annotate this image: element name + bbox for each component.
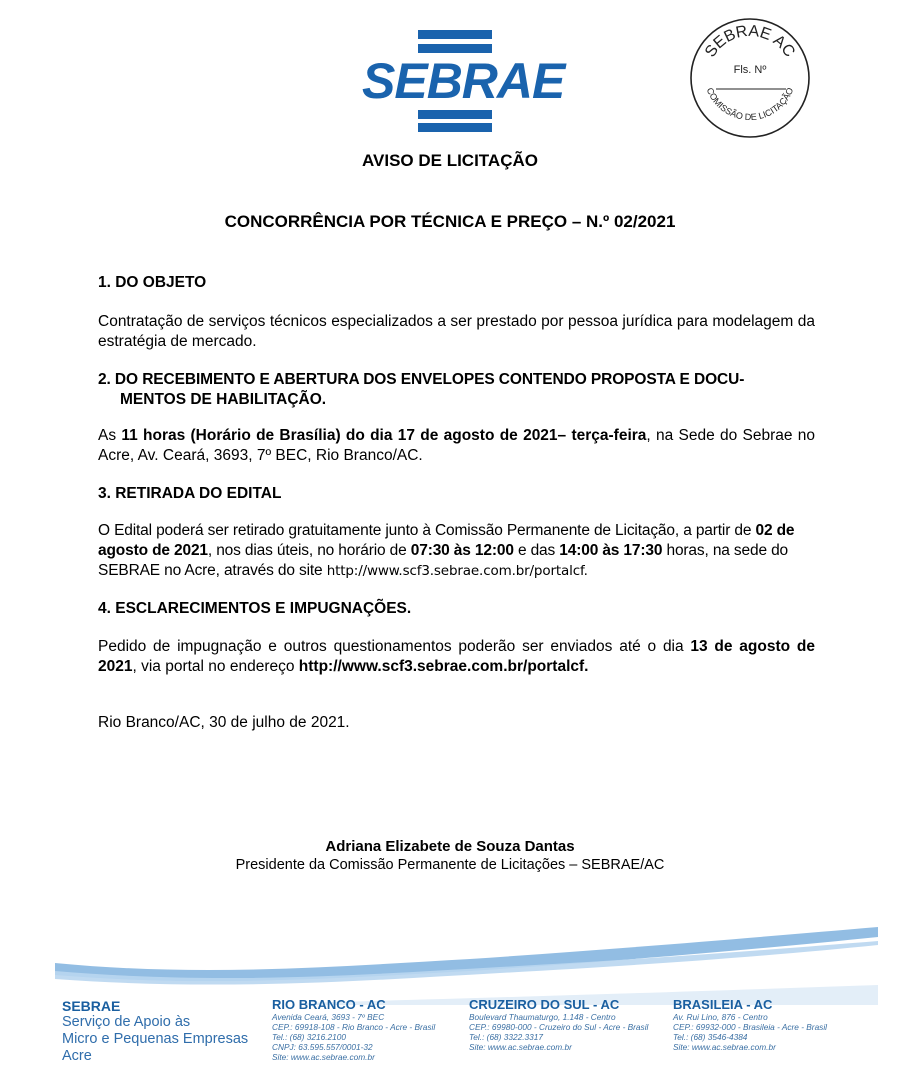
section-2-text: [98, 426, 815, 466]
office-line: Tel.: (68) 3546-4384: [673, 1032, 748, 1042]
section-3-heading: 3. RETIRADA DO EDITAL: [98, 485, 282, 502]
office-title: RIO BRANCO - AC: [272, 997, 386, 1012]
svg-text:COMISSÃO DE LICITAÇÃO: [705, 86, 796, 122]
s3-time-1: 07:30 às 12:00: [410, 542, 514, 559]
footer-wave: [0, 915, 900, 1005]
office-title: BRASILEIA - AC: [673, 997, 773, 1012]
s3-text-1: O Edital poderá ser retirado gratuitamente junto à Comissão Permanente de Licitação, a partir de: [98, 522, 756, 539]
section-4-heading: 4. ESCLARECIMENTOS E IMPUGNAÇÕES.: [98, 600, 412, 617]
footer-brand-name: SEBRAE: [62, 998, 121, 1014]
office-line: Site: www.ac.sebrae.com.br: [469, 1042, 572, 1052]
footer-brand-line3: Acre: [62, 1048, 92, 1064]
office-line: Avenida Ceará, 3693 - 7º BEC: [272, 1012, 385, 1022]
stamp-top-text: SEBRAE AC: [702, 22, 798, 61]
s4-text-1: Pedido de impugnação e outros questionamentos poderão ser enviados até o dia: [98, 638, 691, 655]
section-2-heading-line1: 2. DO RECEBIMENTO E ABERTURA DOS ENVELOPES CONTENDO PROPOSTA E DOCU-: [98, 371, 745, 388]
s3-date: 02 de agosto de 2021: [98, 522, 795, 559]
sebrae-logo: [362, 30, 565, 132]
s4-text-2: , via portal no endereço: [132, 658, 299, 675]
s4-date: 13 de agosto de 2021: [98, 638, 815, 675]
office-line: Av. Rui Lino, 876 - Centro: [673, 1012, 768, 1022]
s2-text-pre: As: [98, 427, 122, 444]
s2-text-post: , na Sede do Sebrae no Acre, Av. Ceará, 3693, 7º BEC, Rio Branco/AC.: [98, 427, 815, 464]
footer-brand: [62, 998, 272, 1065]
document-subtitle: CONCORRÊNCIA POR TÉCNICA E PREÇO – N.º 02/2021: [224, 212, 676, 231]
office-line: Boulevard Thaumaturgo, 1.148 - Centro: [469, 1012, 616, 1022]
s3-time-2: 14:00 às 17:30: [559, 542, 663, 559]
section-4-text: [98, 637, 815, 677]
footer-office-brasileia: [673, 998, 853, 1052]
office-line: Tel.: (68) 3322.3317: [469, 1032, 543, 1042]
s3-text-4: horas, na sede do SEBRAE no Acre, através do site: [98, 542, 789, 579]
office-line: CEP.: 69918-108 - Rio Branco - Acre - Brasil: [272, 1022, 436, 1032]
svg-text:SEBRAE AC: [702, 23, 798, 61]
signature-role: Presidente da Comissão Permanente de Licitações – SEBRAE/AC: [235, 857, 665, 873]
s4-url: http://www.scf3.sebrae.com.br/portalcf.: [298, 658, 589, 675]
office-line: Tel.: (68) 3216.2100: [272, 1032, 346, 1042]
footer-brand-line2: Micro e Pequenas Empresas: [62, 1031, 249, 1047]
s3-url: http://www.scf3.sebrae.com.br/portalcf.: [326, 563, 588, 579]
s3-text-2: , nos dias úteis, no horário de: [207, 542, 411, 559]
signature-name: Adriana Elizabete de Souza Dantas: [325, 838, 575, 855]
section-2-heading-line2: MENTOS DE HABILITAÇÃO.: [120, 391, 327, 408]
section-3-text: [98, 521, 815, 581]
office-title: CRUZEIRO DO SUL - AC: [469, 997, 620, 1012]
office-line: CEP.: 69980-000 - Cruzeiro do Sul - Acre - Brasil: [469, 1022, 649, 1032]
office-line: Site: www.ac.sebrae.com.br: [272, 1052, 375, 1062]
logo-text: SEBRAE: [362, 53, 565, 109]
stamp-label: Fls. Nº: [733, 64, 767, 76]
place-date: Rio Branco/AC, 30 de julho de 2021.: [98, 714, 350, 731]
footer-office-rio-branco: [272, 998, 462, 1062]
section-2-heading: [98, 370, 815, 410]
footer-brand-line1: Serviço de Apoio às: [62, 1014, 191, 1030]
s3-text-3: e das: [513, 542, 560, 559]
footer-office-cruzeiro-do-sul: [469, 998, 669, 1052]
office-line: CNPJ: 63.595.557/0001-32: [272, 1042, 373, 1052]
section-1-text: Contratação de serviços técnicos especializados a ser prestado por pessoa jurídica para modelagem da estratégia de mercado.: [98, 313, 815, 350]
section-1-heading: 1. DO OBJETO: [98, 274, 207, 291]
document-title: AVISO DE LICITAÇÃO: [362, 151, 538, 170]
commission-stamp: [688, 16, 812, 140]
office-line: Site: www.ac.sebrae.com.br: [673, 1042, 776, 1052]
office-line: CEP.: 69932-000 - Brasileia - Acre - Brasil: [673, 1022, 828, 1032]
s2-text-bold: 11 horas (Horário de Brasília) do dia 17 de agosto de 2021– terça-feira: [121, 427, 647, 444]
stamp-bottom-text: COMISSÃO DE LICITAÇÃO: [704, 86, 796, 123]
